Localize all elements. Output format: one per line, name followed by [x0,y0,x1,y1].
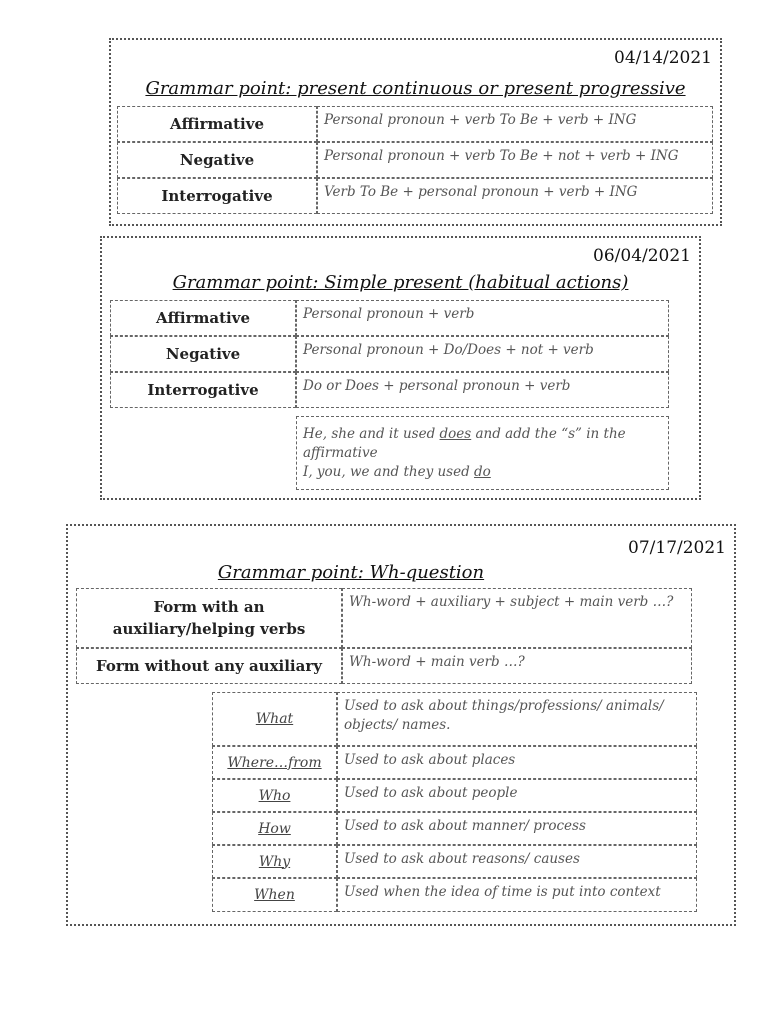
card-date: 07/17/2021 [628,538,726,558]
wh-usage-who: Used to ask about people [337,779,697,812]
note-text: He, she and it used [303,426,440,442]
wh-usage-when: Used when the idea of time is put into context [337,878,697,912]
note-text: and add the “s” in the affirmative [303,426,626,461]
card-date: 04/14/2021 [614,48,712,68]
row-rule-affirmative: Personal pronoun + verb To Be + verb + ING [317,106,713,142]
grammar-card-present-continuous [109,38,722,226]
card-date: 06/04/2021 [593,246,691,266]
wh-usage-why: Used to ask about reasons/ causes [337,845,697,878]
form-rule-with-auxiliary: Wh-word + auxiliary + subject + main verb …? [342,588,692,648]
row-label-negative: Negative [110,336,296,372]
row-label-affirmative: Affirmative [117,106,317,142]
row-rule-interrogative: Verb To Be + personal pronoun + verb + ING [317,178,713,214]
row-rule-interrogative: Do or Does + personal pronoun + verb [296,372,669,408]
grammar-card-simple-present [100,236,701,500]
row-rule-negative: Personal pronoun + verb To Be + not + verb + ING [317,142,713,178]
row-label-interrogative: Interrogative [110,372,296,408]
wh-usage-where-from: Used to ask about places [337,746,697,779]
card-title: Grammar point: Simple present (habitual actions) [172,272,629,293]
wh-word-why: Why [212,845,337,878]
usage-note [296,416,669,490]
row-label-affirmative: Affirmative [110,300,296,336]
grammar-card-wh-question [66,524,736,926]
wh-word-who: Who [212,779,337,812]
card-title: Grammar point: Wh-question [217,562,485,583]
form-label-with-auxiliary: Form with an auxiliary/helping verbs [76,588,342,648]
card-title: Grammar point: present continuous or present progressive [145,78,686,99]
row-rule-negative: Personal pronoun + Do/Does + not + verb [296,336,669,372]
wh-usage-how: Used to ask about manner/ process [337,812,697,845]
row-label-interrogative: Interrogative [117,178,317,214]
note-emphasis-does: does [439,426,472,442]
wh-word-where-from: Where…from [212,746,337,779]
wh-usage-what: Used to ask about things/professions/ animals/ objects/ names. [337,692,697,746]
note-text: I, you, we and they used [303,463,475,480]
note-emphasis-do: do [474,463,491,480]
form-rule-without-auxiliary: Wh-word + main verb …? [342,648,692,684]
row-rule-affirmative: Personal pronoun + verb [296,300,669,336]
form-label-without-auxiliary: Form without any auxiliary [76,648,342,684]
wh-word-what: What [212,692,337,746]
row-label-negative: Negative [117,142,317,178]
wh-word-when: When [212,878,337,912]
wh-word-how: How [212,812,337,845]
